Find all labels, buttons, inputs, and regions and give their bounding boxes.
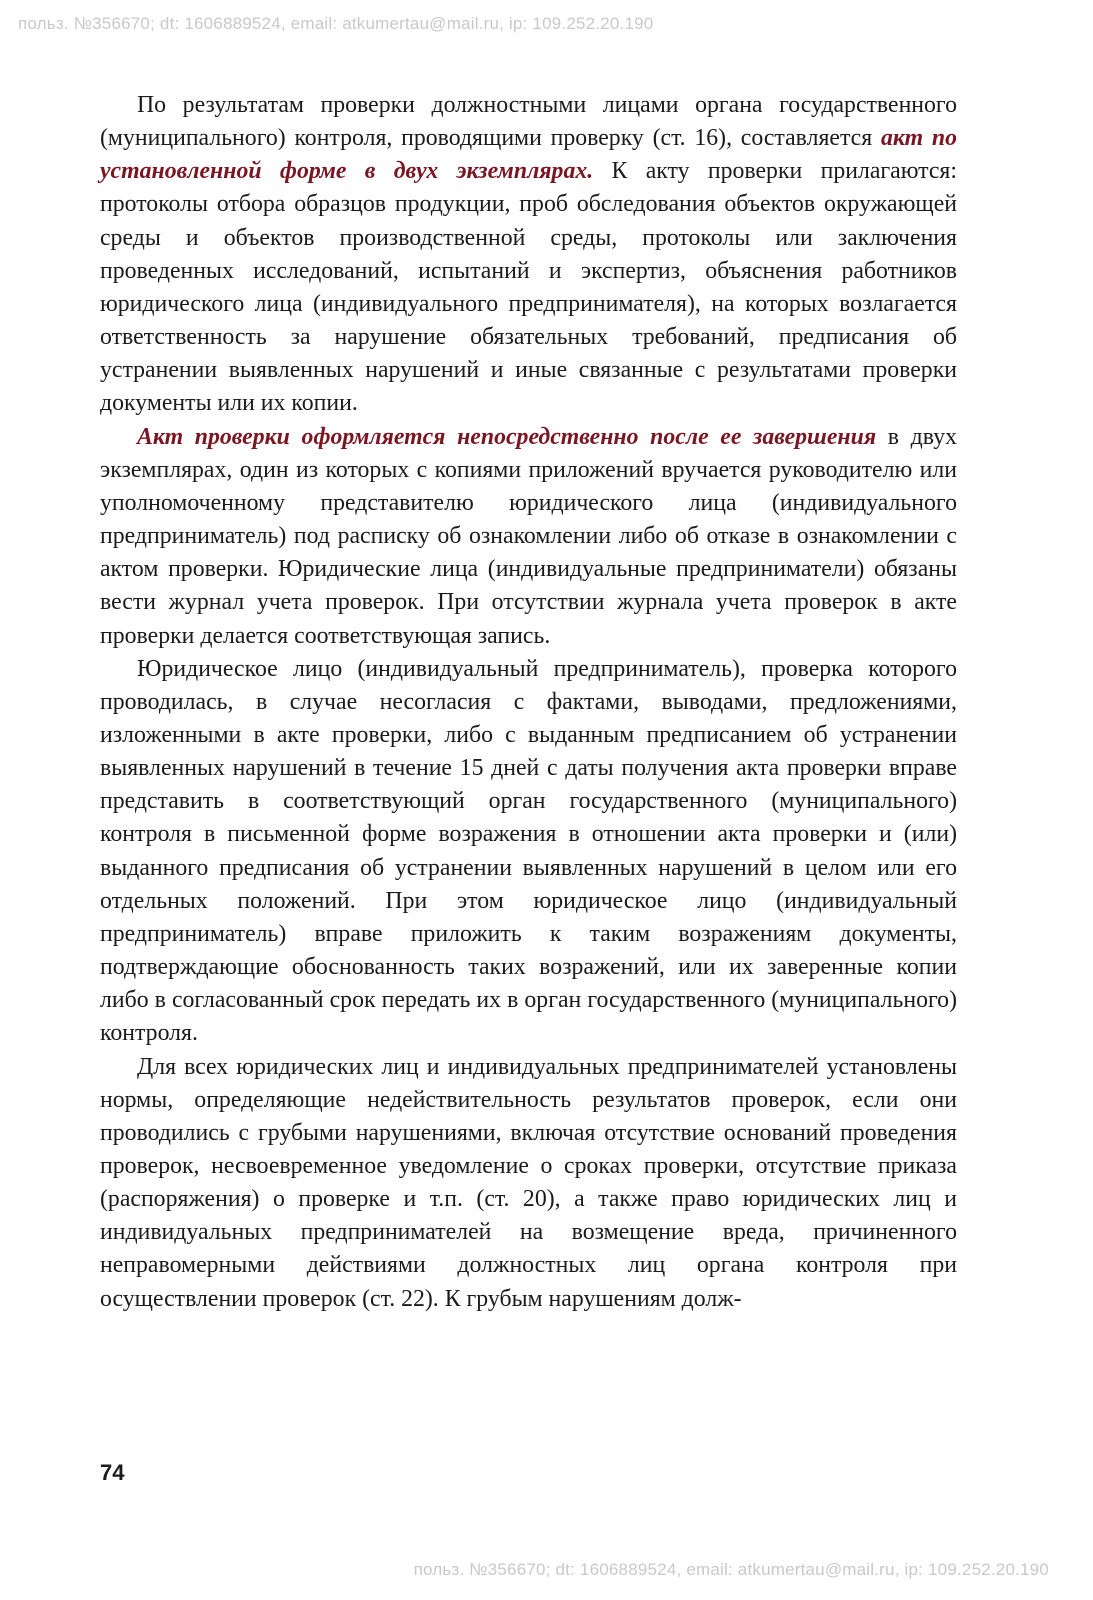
- paragraph-1-text-start: По результатам проверки должностными лицами органа государственного (муниципального) контроля, проводящими проверку (ст. 16), составляется: [100, 92, 957, 152]
- paragraph-3-text: Юридическое лицо (индивидуальный предприниматель), проверка которого проводилась, в случае несогласия с фактами, выводами, предложениями, изложенными в акте проверки, либо с выданным предписанием об устранении выявленных нарушений в течение 15 дней с даты получения акта проверки вправе представить в соответствующий орган государственного (муниципального) контроля в письменной форме возражения в отношении акта проверки и (или) выданного предписания об устранении выявленных нарушений в целом или его отдельных положений. При этом юридическое лицо (индивидуальный предприниматель) вправе приложить к таким возражениям документы, подтверждающие обоснованность таких возражений, или их заверенные копии либо в согласованный срок передать их в орган государственного (муниципального) контроля.: [100, 655, 957, 1047]
- watermark-top: польз. №356670; dt: 1606889524, email: atkumertau@mail.ru, ip: 109.252.20.190: [18, 14, 654, 33]
- paragraph-3: [100, 653, 957, 1051]
- document-body: [100, 89, 957, 1316]
- paragraph-1-text-end: К акту проверки прилагаются: протоколы отбора образцов продукции, проб обследования объектов окружающей среды и объектов производственной среды, протоколы или заключения проведенных исследований, испытаний и экспертиз, объяснения работников юридического лица (индивидуального предпринимателя), на которых возлагается ответственность за нарушение обязательных требований, предписания об устранении выявленных нарушений и иные связанные с результатами проверки документы или их копии.: [100, 158, 957, 417]
- paragraph-2: [100, 421, 957, 653]
- paragraph-2-text: в двух экземплярах, один из которых с копиями приложений вручается руководителю или уполномоченному представителю юридического лица (индивидуального предприниматель) под расписку об ознакомлении либо об отказе в ознакомлении с актом проверки. Юридические лица (индивидуальные предприниматели) обязаны вести журнал учета проверок. При отсутствии журнала учета проверок в акте проверки делается соответствующая запись.: [100, 423, 957, 649]
- watermark-bottom: польз. №356670; dt: 1606889524, email: atkumertau@mail.ru, ip: 109.252.20.190: [413, 1560, 1049, 1579]
- paragraph-2-emphasis: Акт проверки оформляется непосредственно после ее завершения: [137, 423, 877, 450]
- paragraph-4-text: Для всех юридических лиц и индивидуальных предпринимателей установлены нормы, определяющие недействительность результатов проверок, если они проводились с грубыми нарушениями, включая отсутствие оснований проведения проверок, несвоевременное уведомление о сроках проверки, отсутствие приказа (распоряжения) о проверке и т.п. (ст. 20), а также право юридических лиц и индивидуальных предпринимателей на возмещение вреда, причиненного неправомерными действиями должностных лиц органа контроля при осуществлении проверок (ст. 22). К грубым нарушениям долж-: [100, 1053, 957, 1312]
- page-number: 74: [100, 1460, 125, 1485]
- paragraph-1: [100, 89, 957, 421]
- paragraph-1-emphasis: акт по установленной форме в двух экземплярах.: [100, 125, 957, 185]
- paragraph-4: [100, 1051, 957, 1316]
